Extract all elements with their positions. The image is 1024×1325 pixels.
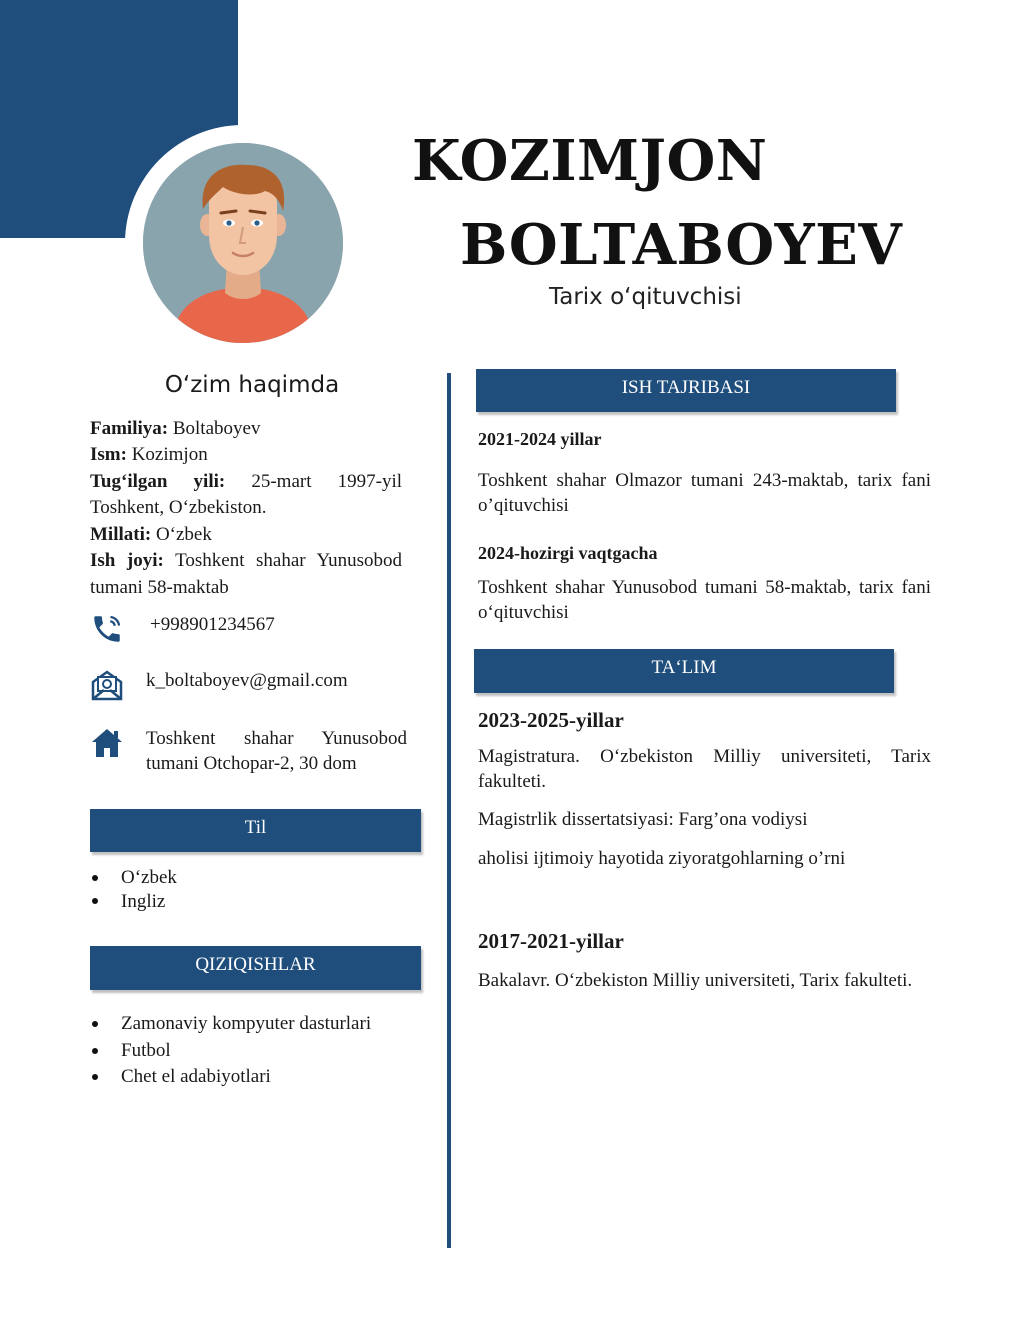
personal-info [90, 416, 402, 602]
first-name-row [90, 442, 402, 469]
list-item: Zamonaviy kompyuter dasturlari [90, 1011, 371, 1038]
avatar [143, 143, 343, 343]
workplace-value: Toshkent shahar Yunusobod tumani 58-maktab [90, 550, 402, 598]
workplace-row [90, 548, 402, 601]
about-section [90, 372, 402, 601]
education-heading: TA‘LIM [474, 649, 894, 693]
first-name-label: Ism: [90, 444, 127, 465]
education-description: Bakalavr. O‘zbekiston Milliy universiteti, Tarix fakulteti. [478, 970, 913, 991]
address-line-2: tumani Otchopar-2, 30 dom [146, 753, 357, 774]
name-first: KOZIMJON [412, 128, 768, 194]
nationality-value: O‘zbek [155, 523, 212, 545]
address-contact [90, 726, 410, 778]
list-item: Futbol [90, 1038, 371, 1065]
surname-row [90, 416, 402, 443]
education-description: Magistratura. O‘zbekiston Milliy universiteti, Tarix fakulteti. [478, 746, 931, 792]
column-divider [447, 373, 451, 1248]
birth-row [90, 469, 402, 522]
first-name-value: Kozimjon [131, 444, 208, 465]
list-item: Ingliz [90, 890, 177, 914]
surname-label: Familiya: [90, 417, 169, 439]
experience-description: Toshkent shahar Yunusobod tumani 58-maktab, tarix fani o‘qituvchisi [478, 577, 931, 623]
address [146, 726, 407, 776]
interests-list [90, 1011, 371, 1091]
avatar-illustration-icon [143, 143, 343, 343]
list-item: Chet el adabiyotlari [90, 1064, 371, 1091]
languages-list [90, 866, 177, 913]
thesis-line-1: Magistrlik dissertatsiyasi: Farg’ona vodiysi [478, 809, 808, 830]
education-period: 2023-2025-yillar [478, 708, 624, 732]
home-icon [90, 726, 124, 767]
education-period: 2017-2021-yillar [478, 929, 624, 953]
birth-value: 25-mart 1997-yil Toshkent, O‘zbekiston. [90, 470, 403, 518]
interests-heading: QIZIQISHLAR [90, 946, 421, 990]
list-item: O‘zbek [90, 866, 177, 890]
experience-period: 2021-2024 yillar [478, 429, 602, 449]
phone-number: +998901234567 [150, 614, 275, 635]
languages-heading: Til [90, 809, 421, 852]
job-title: Tarix o‘qituvchisi [549, 284, 742, 310]
surname-value: Boltaboyev [172, 417, 261, 439]
workplace-label: Ish joyi: [90, 550, 164, 571]
phone-icon [90, 612, 124, 653]
phone-contact [90, 612, 410, 646]
birth-label: Tug‘ilgan yili: [90, 470, 226, 492]
nationality-label: Millati: [90, 523, 152, 545]
thesis-line-2: aholisi ijtimoiy hayotida ziyoratgohlarning o’rni [478, 848, 846, 869]
about-heading: O‘zim haqimda [164, 372, 340, 398]
envelope-icon [90, 668, 124, 709]
experience-period: 2024-hozirgi vaqtgacha [478, 543, 658, 563]
name-last: BOLTABOYEV [460, 212, 903, 278]
email-address: k_boltaboyev@gmail.com [146, 670, 348, 691]
nationality-row [90, 522, 402, 549]
experience-heading: ISH TAJRIBASI [476, 369, 896, 412]
address-line-1: Toshkent shahar Yunusobod [146, 728, 407, 749]
experience-description: Toshkent shahar Olmazor tumani 243-maktab, tarix fani o’qituvchisi [478, 470, 931, 516]
email-contact [90, 668, 410, 702]
